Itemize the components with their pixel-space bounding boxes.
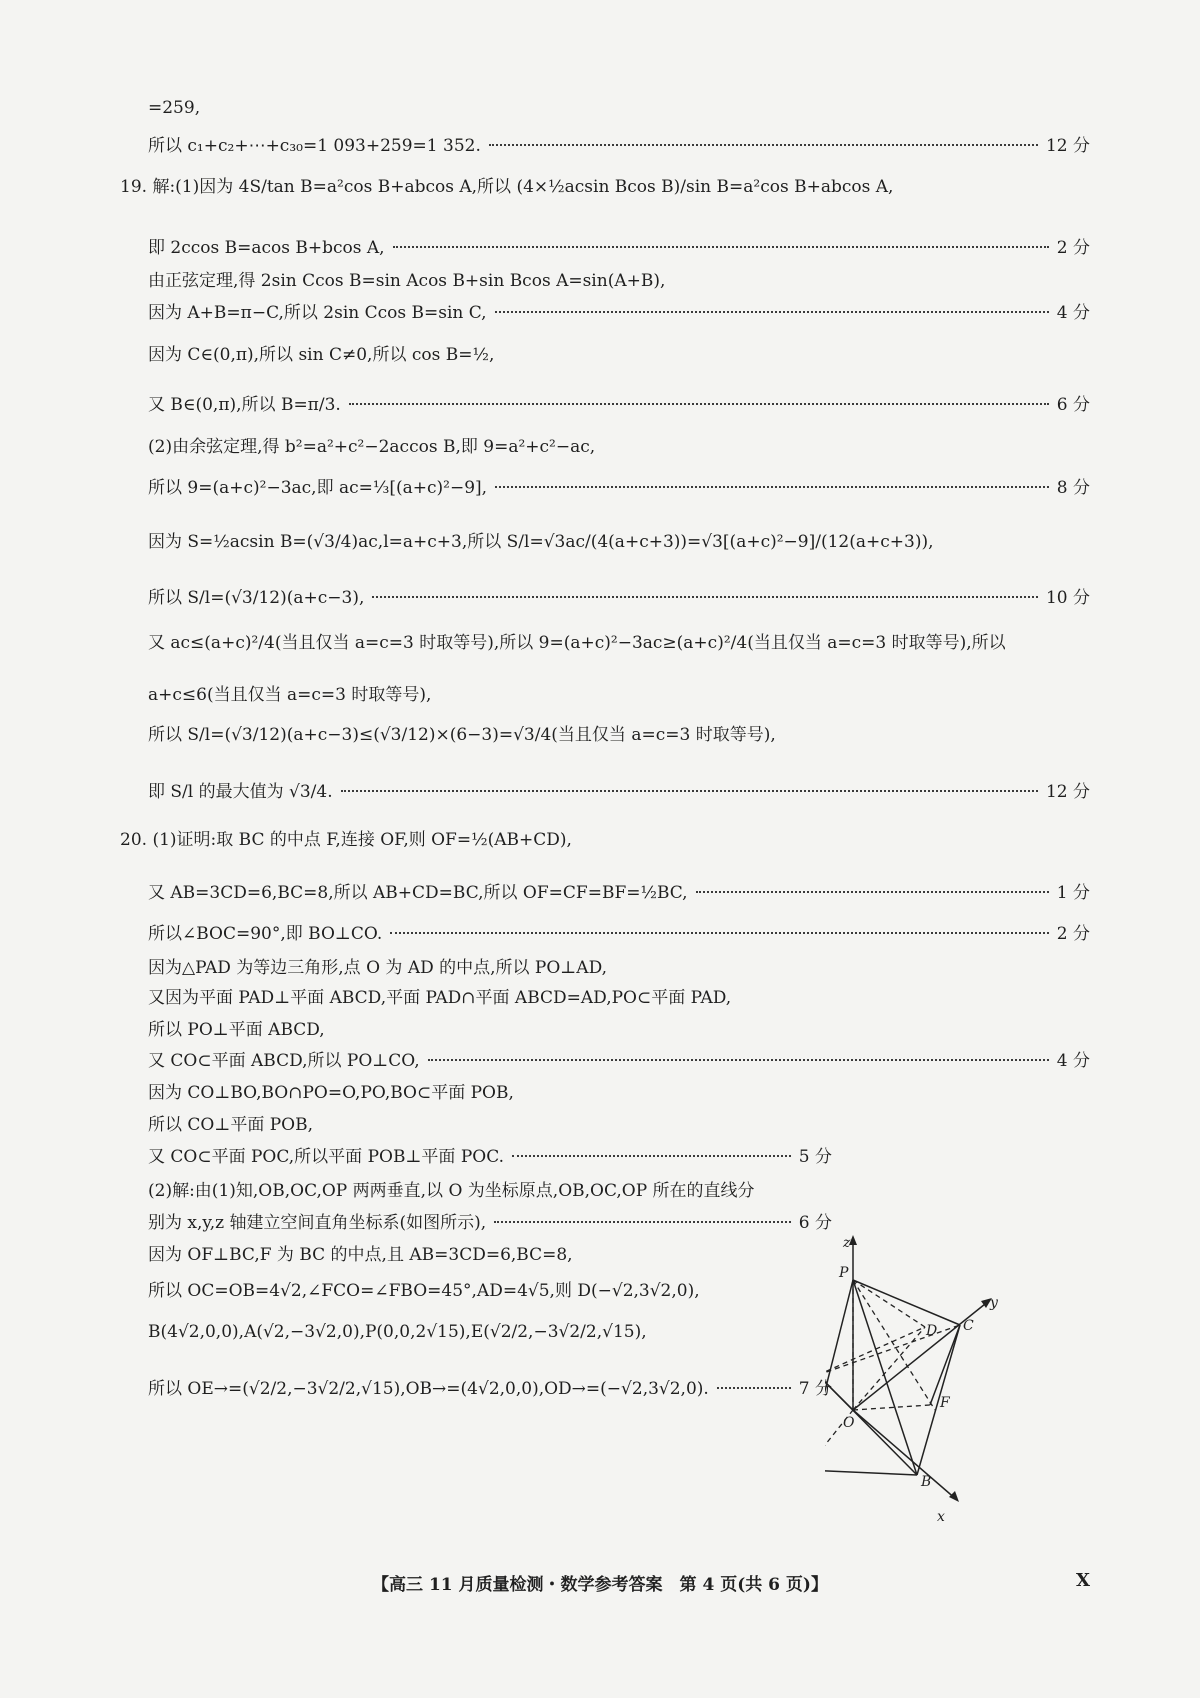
axis-z-label: z bbox=[843, 1235, 851, 1251]
score-points: 12 分 bbox=[1045, 136, 1090, 156]
solution-line bbox=[120, 172, 1090, 197]
solution-line bbox=[148, 1176, 832, 1201]
solution-text: 20. (1)证明:取 BC 的中点 F,连接 OF,则 OF=½(AB+CD), bbox=[120, 830, 572, 850]
solution-text: 别为 x,y,z 轴建立空间直角坐标系(如图所示), bbox=[148, 1213, 487, 1233]
point-f-label: F bbox=[940, 1395, 950, 1411]
point-b-label: B bbox=[921, 1474, 932, 1490]
solution-line bbox=[148, 1142, 832, 1167]
leader-dots bbox=[393, 246, 1049, 248]
footer-mark: X bbox=[1076, 1570, 1090, 1591]
leader-dots bbox=[349, 403, 1049, 405]
score-points: 7 分 bbox=[798, 1379, 832, 1399]
solution-line bbox=[148, 131, 1090, 156]
solution-line bbox=[148, 628, 1090, 653]
point-d-label: D bbox=[926, 1323, 938, 1339]
solution-line bbox=[148, 1015, 1090, 1040]
solution-line bbox=[148, 680, 1090, 705]
point-c-label: C bbox=[963, 1318, 974, 1334]
solution-text: 所以 PO⊥平面 ABCD, bbox=[148, 1020, 325, 1040]
score-points: 8 分 bbox=[1056, 478, 1090, 498]
solution-text: 所以 OE→=(√2/2,−3√2/2,√15),OB→=(4√2,0,0),OD→=(−√2,3√2,0). bbox=[148, 1379, 709, 1399]
score-points: 2 分 bbox=[1056, 238, 1090, 258]
solution-text: 因为 S=½acsin B=(√3/4)ac,l=a+c+3,所以 S/l=√3ac/(4(a+c+3))=√3[(a+c)²−9]/(12(a+c+3)), bbox=[148, 532, 934, 552]
solution-text: 即 2ccos B=acos B+bcos A, bbox=[148, 238, 385, 258]
leader-dots bbox=[495, 311, 1049, 313]
solution-line bbox=[148, 298, 1090, 323]
leader-dots bbox=[495, 486, 1049, 488]
score-points: 1 分 bbox=[1056, 883, 1090, 903]
solution-text: 因为 CO⊥BO,BO∩PO=O,PO,BO⊂平面 POB, bbox=[148, 1083, 514, 1103]
solution-line bbox=[148, 1374, 832, 1399]
leader-dots bbox=[372, 596, 1038, 598]
solution-text: 19. 解:(1)因为 4S/tan B=a²cos B+abcos A,所以 (4×½acsin Bcos B)/sin B=a²cos B+abcos A, bbox=[120, 177, 894, 197]
solution-text: B(4√2,0,0),A(√2,−3√2,0),P(0,0,2√15),E(√2/2,−3√2/2,√15), bbox=[148, 1322, 647, 1342]
score-points: 4 分 bbox=[1056, 1051, 1090, 1071]
score-points: 4 分 bbox=[1056, 303, 1090, 323]
solution-text: 所以 CO⊥平面 POB, bbox=[148, 1115, 314, 1135]
solution-line bbox=[148, 953, 1090, 978]
solution-text: 又因为平面 PAD⊥平面 ABCD,平面 PAD∩平面 ABCD=AD,PO⊂平面 PAD, bbox=[148, 988, 732, 1008]
solution-line bbox=[148, 983, 1090, 1008]
solution-text: 又 B∈(0,π),所以 B=π/3. bbox=[148, 395, 341, 415]
leader-dots bbox=[494, 1221, 791, 1223]
solution-line bbox=[148, 1078, 1090, 1103]
solution-line bbox=[148, 1110, 1090, 1135]
solution-text: 所以 c₁+c₂+⋯+c₃₀=1 093+259=1 352. bbox=[148, 136, 481, 156]
solution-line bbox=[120, 825, 1090, 850]
solution-line bbox=[148, 233, 1090, 258]
solution-text: 所以 S/l=(√3/12)(a+c−3)≤(√3/12)×(6−3)=√3/4(当且仅当 a=c=3 时取等号), bbox=[148, 725, 776, 745]
solution-text: 所以∠BOC=90°,即 BO⊥CO. bbox=[148, 924, 383, 944]
leader-dots bbox=[489, 144, 1038, 146]
score-points: 5 分 bbox=[798, 1147, 832, 1167]
solution-text: 所以 9=(a+c)²−3ac,即 ac=⅓[(a+c)²−9], bbox=[148, 478, 488, 498]
solution-text: 由正弦定理,得 2sin Ccos B=sin Acos B+sin Bcos A=sin(A+B), bbox=[148, 271, 666, 291]
solution-text: 又 CO⊂平面 ABCD,所以 PO⊥CO, bbox=[148, 1051, 420, 1071]
solution-line bbox=[148, 340, 1090, 365]
score-points: 12 分 bbox=[1045, 782, 1090, 802]
solution-text: 又 AB=3CD=6,BC=8,所以 AB+CD=BC,所以 OF=CF=BF=½BC, bbox=[148, 883, 688, 903]
point-p-label: P bbox=[839, 1265, 849, 1281]
solution-text: 又 ac≤(a+c)²/4(当且仅当 a=c=3 时取等号),所以 9=(a+c)²−3ac≥(a+c)²/4(当且仅当 a=c=3 时取等号),所以 bbox=[148, 633, 1006, 653]
solution-line bbox=[148, 266, 1090, 291]
solution-line bbox=[148, 1276, 832, 1301]
leader-dots bbox=[717, 1387, 791, 1389]
solution-line bbox=[148, 919, 1090, 944]
leader-dots bbox=[512, 1155, 791, 1157]
solution-line bbox=[148, 1046, 1090, 1071]
solution-text: 又 CO⊂平面 POC,所以平面 POB⊥平面 POC. bbox=[148, 1147, 505, 1167]
solution-text: 即 S/l 的最大值为 √3/4. bbox=[148, 782, 333, 802]
solution-line bbox=[148, 98, 1090, 118]
leader-dots bbox=[390, 932, 1049, 934]
leader-dots bbox=[428, 1059, 1049, 1061]
solution-text: (2)由余弦定理,得 b²=a²+c²−2accos B,即 9=a²+c²−ac, bbox=[148, 437, 596, 457]
score-points: 6 分 bbox=[1056, 395, 1090, 415]
solution-text: a+c≤6(当且仅当 a=c=3 时取等号), bbox=[148, 685, 432, 705]
score-points: 10 分 bbox=[1045, 588, 1090, 608]
solution-text: 因为 OF⊥BC,F 为 BC 的中点,且 AB=3CD=6,BC=8, bbox=[148, 1245, 573, 1265]
coordinate-figure bbox=[825, 1235, 1095, 1525]
point-o-label: O bbox=[843, 1415, 855, 1431]
solution-text: =259, bbox=[148, 98, 201, 118]
solution-line bbox=[148, 432, 1090, 457]
axis-y-label: y bbox=[990, 1295, 998, 1311]
solution-line bbox=[148, 1322, 832, 1342]
solution-text: 因为 A+B=π−C,所以 2sin Ccos B=sin C, bbox=[148, 303, 487, 323]
solution-line bbox=[148, 720, 1090, 745]
leader-dots bbox=[696, 891, 1049, 893]
solution-line bbox=[148, 473, 1090, 498]
solution-line bbox=[148, 583, 1090, 608]
axis-x-label: x bbox=[937, 1509, 945, 1525]
solution-text: 因为△PAD 为等边三角形,点 O 为 AD 的中点,所以 PO⊥AD, bbox=[148, 958, 607, 978]
solution-line bbox=[148, 777, 1090, 802]
solution-text: 所以 OC=OB=4√2,∠FCO=∠FBO=45°,AD=4√5,则 D(−√2,3√2,0), bbox=[148, 1281, 700, 1301]
solution-line bbox=[148, 1208, 832, 1233]
solution-text: 所以 S/l=(√3/12)(a+c−3), bbox=[148, 588, 365, 608]
solution-line bbox=[148, 390, 1090, 415]
solution-text: 因为 C∈(0,π),所以 sin C≠0,所以 cos B=½, bbox=[148, 345, 495, 365]
score-points: 2 分 bbox=[1056, 924, 1090, 944]
score-points: 6 分 bbox=[798, 1213, 832, 1233]
solution-line bbox=[148, 1240, 832, 1265]
page-footer: 【高三 11 月质量检测・数学参考答案 第 4 页(共 6 页)】 bbox=[372, 1575, 828, 1595]
solution-text: (2)解:由(1)知,OB,OC,OP 两两垂直,以 O 为坐标原点,OB,OC,OP 所在的直线分 bbox=[148, 1181, 755, 1201]
solution-line bbox=[148, 878, 1090, 903]
leader-dots bbox=[341, 790, 1038, 792]
solution-line bbox=[148, 527, 1090, 552]
